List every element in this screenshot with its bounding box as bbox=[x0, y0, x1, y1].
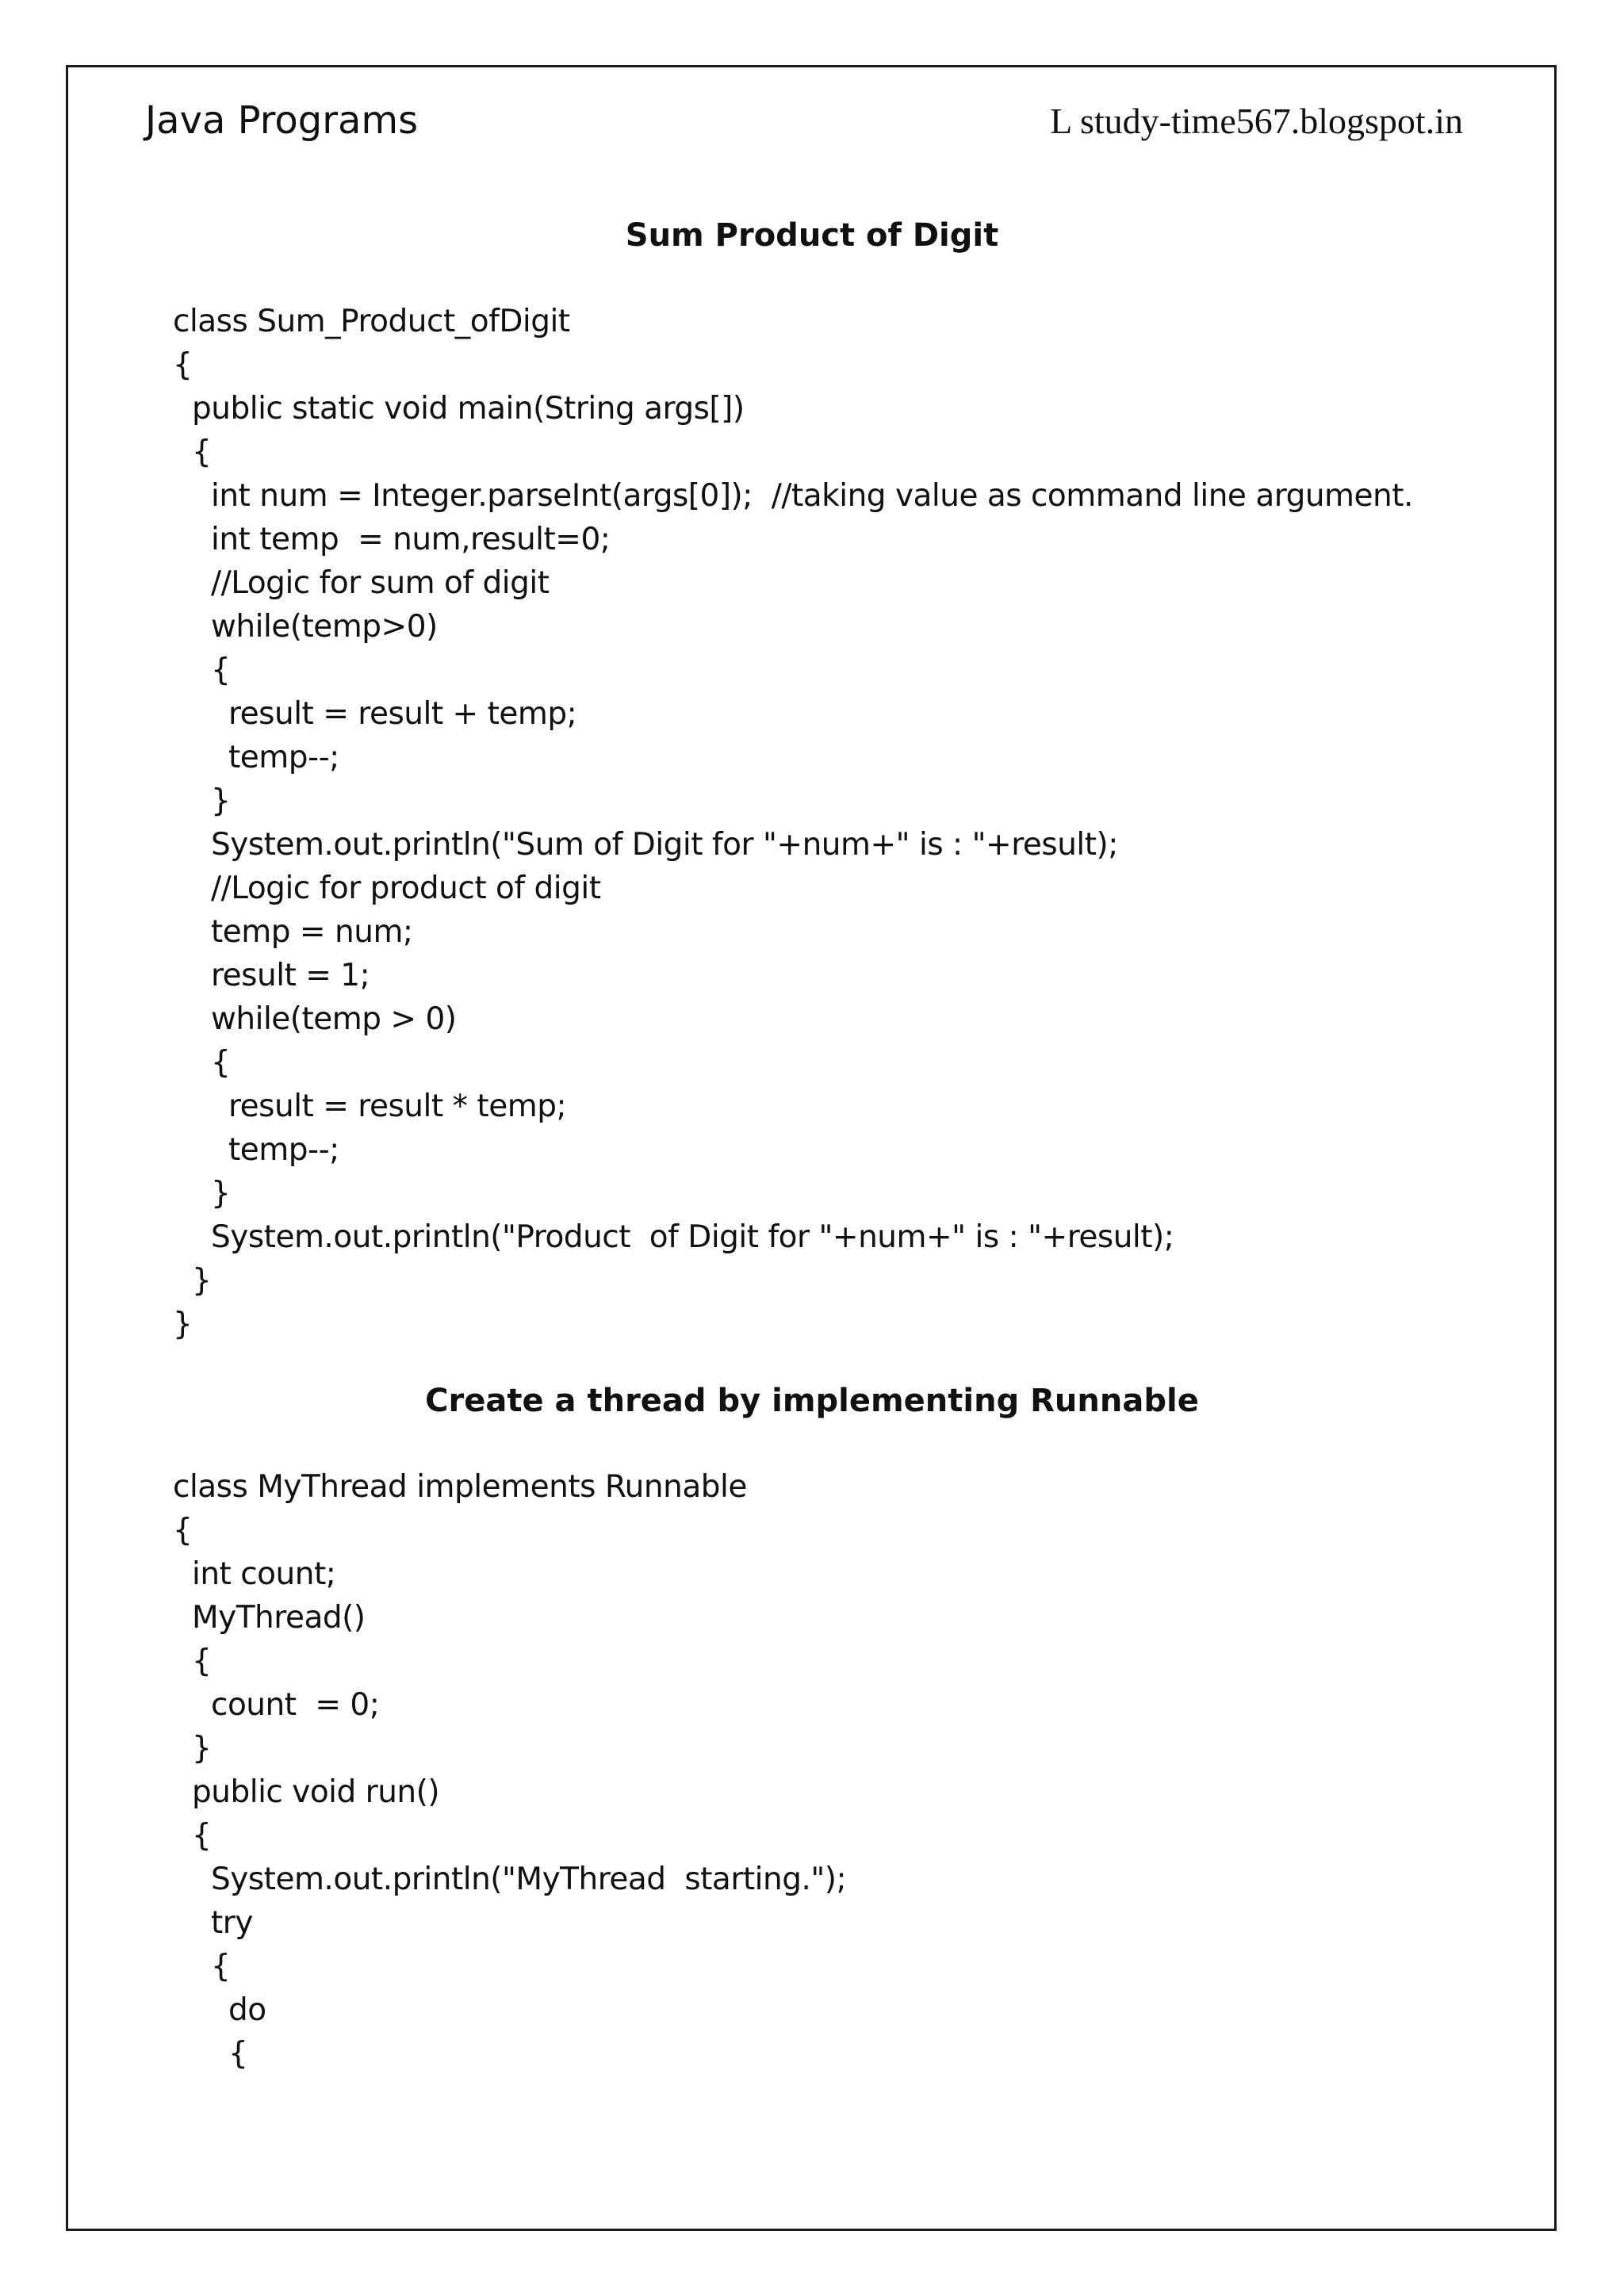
code-line: try bbox=[211, 1905, 253, 1941]
code-line: { bbox=[192, 1818, 212, 1854]
code-line: } bbox=[192, 1731, 212, 1766]
code-line: { bbox=[173, 347, 193, 383]
code-line: System.out.println("MyThread starting."); bbox=[211, 1862, 847, 1897]
document-header-source: L study-time567.blogspot.in bbox=[1050, 101, 1463, 141]
code-line: class MyThread implements Runnable bbox=[173, 1469, 747, 1505]
code-line: result = 1; bbox=[211, 958, 370, 993]
code-line: while(temp > 0) bbox=[211, 1001, 457, 1037]
code-line: result = result + temp; bbox=[228, 696, 577, 732]
code-line: public void run() bbox=[192, 1774, 440, 1810]
code-line: MyThread() bbox=[192, 1600, 366, 1636]
code-line: //Logic for sum of digit bbox=[211, 565, 550, 601]
code-line: class Sum_Product_ofDigit bbox=[173, 304, 570, 339]
code-line: count = 0; bbox=[211, 1687, 380, 1723]
code-line: } bbox=[211, 783, 231, 819]
code-line: } bbox=[173, 1307, 193, 1342]
code-line: do bbox=[228, 1992, 266, 2028]
code-line: { bbox=[173, 1513, 193, 1548]
code-line: result = result * temp; bbox=[228, 1089, 567, 1124]
document-header-title: Java Programs bbox=[145, 98, 419, 143]
code-line: int count; bbox=[192, 1556, 336, 1592]
code-line: { bbox=[211, 652, 231, 688]
code-line: //Logic for product of digit bbox=[211, 871, 601, 906]
code-line: int num = Integer.parseInt(args[0]); //taking value as command line argument. bbox=[211, 478, 1413, 514]
code-line: { bbox=[211, 1949, 231, 1984]
code-line: temp--; bbox=[228, 1132, 339, 1168]
code-line: System.out.println("Sum of Digit for "+num+" is : "+result); bbox=[211, 827, 1118, 863]
code-line: { bbox=[192, 1644, 212, 1679]
code-line: { bbox=[228, 2036, 248, 2072]
code-line: System.out.println("Product of Digit for "+num+" is : "+result); bbox=[211, 1219, 1174, 1255]
code-line: public static void main(String args[]) bbox=[192, 391, 745, 427]
code-line: temp--; bbox=[228, 740, 339, 775]
code-line: while(temp>0) bbox=[211, 609, 438, 645]
code-line: temp = num; bbox=[211, 914, 413, 950]
code-block-sum-product bbox=[173, 300, 1413, 1346]
code-line: } bbox=[192, 1263, 212, 1299]
code-line: } bbox=[211, 1176, 231, 1211]
code-line: int temp = num,result=0; bbox=[211, 522, 611, 557]
code-block-runnable-thread bbox=[173, 1465, 846, 2076]
section-title-sum-product: Sum Product of Digit bbox=[625, 217, 999, 254]
code-line: { bbox=[211, 1045, 231, 1081]
code-line: { bbox=[192, 434, 212, 470]
section-title-runnable-thread: Create a thread by implementing Runnable bbox=[425, 1383, 1199, 1419]
